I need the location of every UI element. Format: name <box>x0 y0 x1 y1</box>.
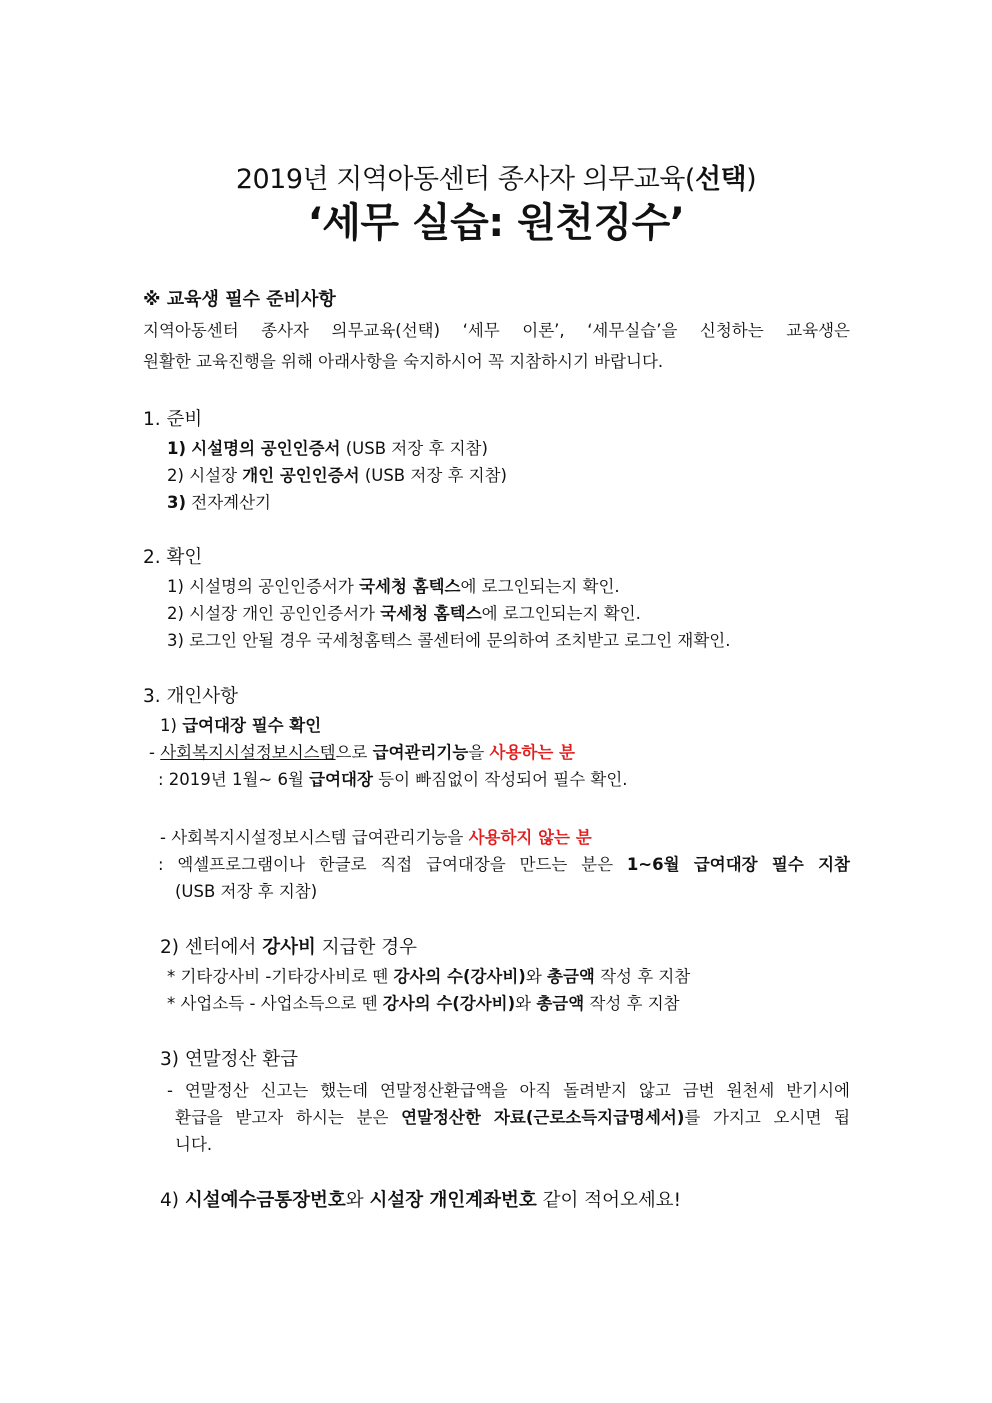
section-3-sub-3-line-3: 니다. <box>175 1135 213 1154</box>
section-3-sub-1-a: - 사회복지시설정보시스템으로 급여관리기능을 사용하는 분 <box>149 743 575 762</box>
subtitle-suffix: ) <box>746 164 757 195</box>
section-3-sub-2-line-2: * 사업소득 - 사업소득으로 뗀 강사의 수(강사비)와 총금액 작성 후 지참 <box>167 994 680 1013</box>
section-3-sub-1-title: 1) 급여대장 필수 확인 <box>160 716 322 735</box>
section-2-item-2: 2) 시설장 개인 공인인증서가 국세청 홈텍스에 로그인되는지 확인. <box>167 604 641 623</box>
section-3-sub-1-a-detail: : 2019년 1월~ 6월 급여대장 등이 빠짐없이 작성되어 필수 확인. <box>158 770 628 789</box>
section-1-title: 1. 준비 <box>143 409 203 430</box>
section-3-sub-3-title: 3) 연말정산 환급 <box>160 1049 298 1070</box>
intro-line-2: 원활한 교육진행을 위해 아래사항을 숙지하시어 꼭 지참하시기 바랍니다. <box>143 352 664 371</box>
section-3-sub-4: 4) 시설예수금통장번호와 시설장 개인계좌번호 같이 적어오세요! <box>160 1190 682 1211</box>
section-2-item-3: 3) 로그인 안될 경우 국세청홈텍스 콜센터에 문의하여 조치받고 로그인 재확인. <box>167 631 731 650</box>
section-1-item-3: 3) 전자계산기 <box>167 493 271 512</box>
subtitle-prefix: 2019년 지역아동센터 종사자 의무교육( <box>235 164 695 195</box>
intro-heading: ※ 교육생 필수 준비사항 <box>143 289 336 310</box>
section-3-sub-2-line-1: * 기타강사비 -기타강사비로 뗀 강사의 수(강사비)와 총금액 작성 후 지참 <box>167 967 691 986</box>
section-1-item-2: 2) 시설장 개인 공인인증서 (USB 저장 후 지참) <box>167 466 507 485</box>
intro-line-1: 지역아동센터 종사자 의무교육(선택) ‘세무 이론’, ‘세무실습’을 신청하는 교육생은 <box>143 321 850 340</box>
section-3-sub-1-b-detail: : 엑셀프로그램이나 한글로 직접 급여대장을 만드는 분은 1~6월 급여대장 필수 지참 <box>158 855 850 874</box>
section-3-sub-3-line-2: 환급을 받고자 하시는 분은 연말정산한 자료(근로소득지급명세서)를 가지고 오시면 됩 <box>175 1108 851 1127</box>
section-2-item-1: 1) 시설명의 공인인증서가 국세청 홈텍스에 로그인되는지 확인. <box>167 577 620 596</box>
section-1-item-1: 1) 시설명의 공인인증서 (USB 저장 후 지참) <box>167 439 488 458</box>
document-title: ‘세무 실습: 원천징수’ <box>307 200 685 246</box>
section-3-title: 3. 개인사항 <box>143 686 239 707</box>
section-3-sub-1-b-detail-cont: (USB 저장 후 지참) <box>175 882 318 901</box>
section-3-sub-1-b: - 사회복지시설정보시스템 급여관리기능을 사용하지 않는 분 <box>160 828 592 847</box>
subtitle-bold: 선택 <box>694 164 747 195</box>
section-3-sub-3-line-1: - 연말정산 신고는 했는데 연말정산환급액을 아직 돌려받지 않고 금번 원천세 반기시에 <box>167 1081 850 1100</box>
section-3-sub-2-title: 2) 센터에서 강사비 지급한 경우 <box>160 937 417 958</box>
document-subtitle <box>0 162 992 198</box>
section-2-title: 2. 확인 <box>143 547 203 568</box>
